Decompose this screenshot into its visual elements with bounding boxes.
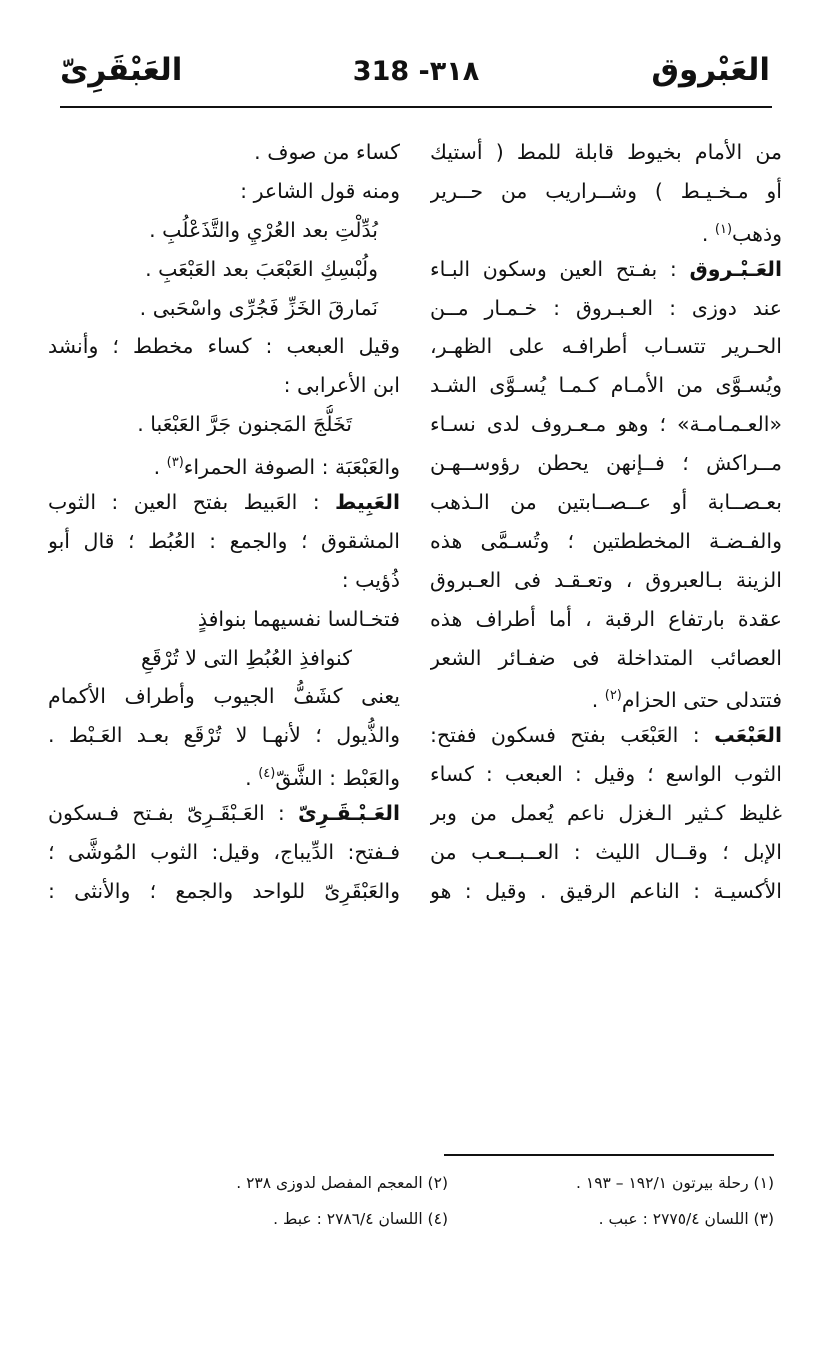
header-rule <box>60 106 772 108</box>
verse-line: نَمارقَ الخَزِّ فَجُرِّى واسْحَبى . <box>139 295 378 320</box>
footnote-4: (٤) اللسان ٢٧٨٦/٤ : عبط . <box>273 1210 448 1228</box>
text-line: فـفتح: الدِّيباج، وقيل: الثوب المُوشَّى ؛ <box>48 840 400 865</box>
text-line: فتتدلى حتى الحزام$^{(٢)}$ . <box>591 688 782 713</box>
text-column-right <box>430 133 782 911</box>
verse-line: بُدِّلْتِ بعد العُرْيِ والتَّذَعْلُبِ . <box>149 217 378 242</box>
line-text: فتتدلى حتى الحزام <box>621 688 782 713</box>
text-line: يعنى كشَفُّ الجيوب وأطراف الأكمام <box>48 684 400 709</box>
text-line: والفـضـة المخططتين ؛ وتُسـمَّى هذه <box>430 528 782 553</box>
text-line: بعـصــابة أو عــصــابتين من الـذهب <box>430 490 782 515</box>
text-line: والعَبْط : الشَّقّ$^{(٤)}$ . <box>245 766 400 791</box>
text-line: الإبل ؛ وقــال الليث : العــبــعـب من <box>430 840 782 865</box>
text-line: الأكسيـة : الناعم الرقيق . وقيل : هو <box>430 878 782 903</box>
footnote-3: (٣) اللسان ٢٧٧٥/٤ : عبب . <box>598 1210 774 1228</box>
headword-abit: العَبِيط <box>335 490 400 515</box>
text-line: الثوب الواسع ؛ وقيل : العبعب : كساء <box>430 762 782 787</box>
text-line: والذُّيول ؛ لأنهـا لا تُرْقَع بعـد العَـبْط . <box>48 723 400 748</box>
running-header <box>30 46 802 106</box>
line-text: وذهب <box>732 221 782 246</box>
text-line: من الأمام بخيوط قابلة للمط ( أستيك <box>430 140 782 164</box>
text-line: الحـرير تتسـاب أطرافـه على الظهـر، <box>430 334 782 359</box>
entry-line: العَـبْـروق : بفـتح العين وسكون البـاء <box>430 256 782 281</box>
verse-line: كنوافذِ العُبُطِ التى لا تُرْقَعِ <box>141 645 352 670</box>
text-line: أو مـخـيـط ) وشــراريب من حــرير <box>430 178 782 203</box>
catchword-right: العَبْروق <box>651 52 770 88</box>
note-ref: (١) <box>714 221 733 237</box>
catchword-left: العَبْقَرِىّ <box>60 52 183 88</box>
text-line: وقيل العبعب : كساء مخطط ؛ وأنشد <box>48 334 400 359</box>
headword-abab: العَبْعَب <box>714 723 782 748</box>
verse-line: فتخـالسا نفسيهما بنوافذٍ <box>197 606 400 631</box>
text-line: عند دوزى : العـبـروق : خـمـار مــن <box>430 295 782 320</box>
footnote-1: (١) رحلة بيرتون ١٩٢/١ – ١٩٣ . <box>576 1174 774 1192</box>
text-line: مــراكش ؛ فــإنهن يحطن رؤوســهـن <box>430 451 782 476</box>
footnote-2: (٢) المعجم المفصل لدوزى ٢٣٨ . <box>236 1174 448 1192</box>
headword-abruq: العَـبْـروق <box>689 256 782 281</box>
page-number: 318 -٣١٨ <box>352 56 480 87</box>
text-line: ذُؤيب : <box>341 567 400 592</box>
text-line: والعَبْقَرِىّ للواحد والجمع ؛ والأنثى : <box>48 878 400 903</box>
text-line: ابن الأعرابى : <box>283 373 400 398</box>
headword-abqari: العَـبْـقَـرِىّ <box>298 801 400 826</box>
text-line: كساء من صوف . <box>254 140 400 164</box>
text-line: «العـمـامـة» ؛ وهو مـعـروف لدى نسـاء <box>430 412 782 437</box>
text-column-left <box>48 133 400 911</box>
note-ref: (٤) <box>258 766 276 782</box>
text-line: المشقوق ؛ والجمع : العُبُط ؛ قال أبو <box>48 528 400 553</box>
entry-line: العَـبْـقَـرِىّ : العَـبْقَـرِىّ بفـتح فـسكون <box>48 801 400 826</box>
text-line: العصائب المتداخلة فى ضفـائر الشعر <box>430 645 782 670</box>
entry-line: العَبْعَب : العَبْعَب بفتح فسكون ففتح: <box>430 723 782 748</box>
note-ref: (٢) <box>604 688 622 704</box>
text-line: وذهب$^{(١)}$ . <box>701 221 782 246</box>
line-text: والعَبْط : الشَّقّ <box>275 766 400 791</box>
footnote-rule <box>444 1154 774 1156</box>
text-line: غليظ كـثير الـغزل ناعم يُعمل من وبر <box>430 801 782 826</box>
text-line: ومنه قول الشاعر : <box>240 178 400 203</box>
text-line: الزينة بـالعبروق ، وتعـقـد فى العـبروق <box>430 567 782 592</box>
verse-line: ولُبْسِكِ العَبْعَبَ بعد العَبْعَبِ . <box>145 256 378 281</box>
verse-line: تَخَلُّجَ المَجنون جَرَّ العَبْعَبا . <box>137 412 352 437</box>
text-line: عقدة بارتفاع الرقبة ، أما أطراف هذه <box>430 606 782 631</box>
text-line: والعَبْعَبَة : الصوفة الحمراء$^{(٣)}$ . <box>153 454 400 479</box>
line-text: والعَبْعَبَة : الصوفة الحمراء <box>183 454 400 479</box>
entry-line: العَبِيط : العَبيط بفتح العين : الثوب <box>48 490 400 515</box>
text-line: ويُسـوَّى من الأمـام كـمـا يُسـوَّى الشـد <box>430 373 782 398</box>
note-ref: (٣) <box>166 455 184 471</box>
